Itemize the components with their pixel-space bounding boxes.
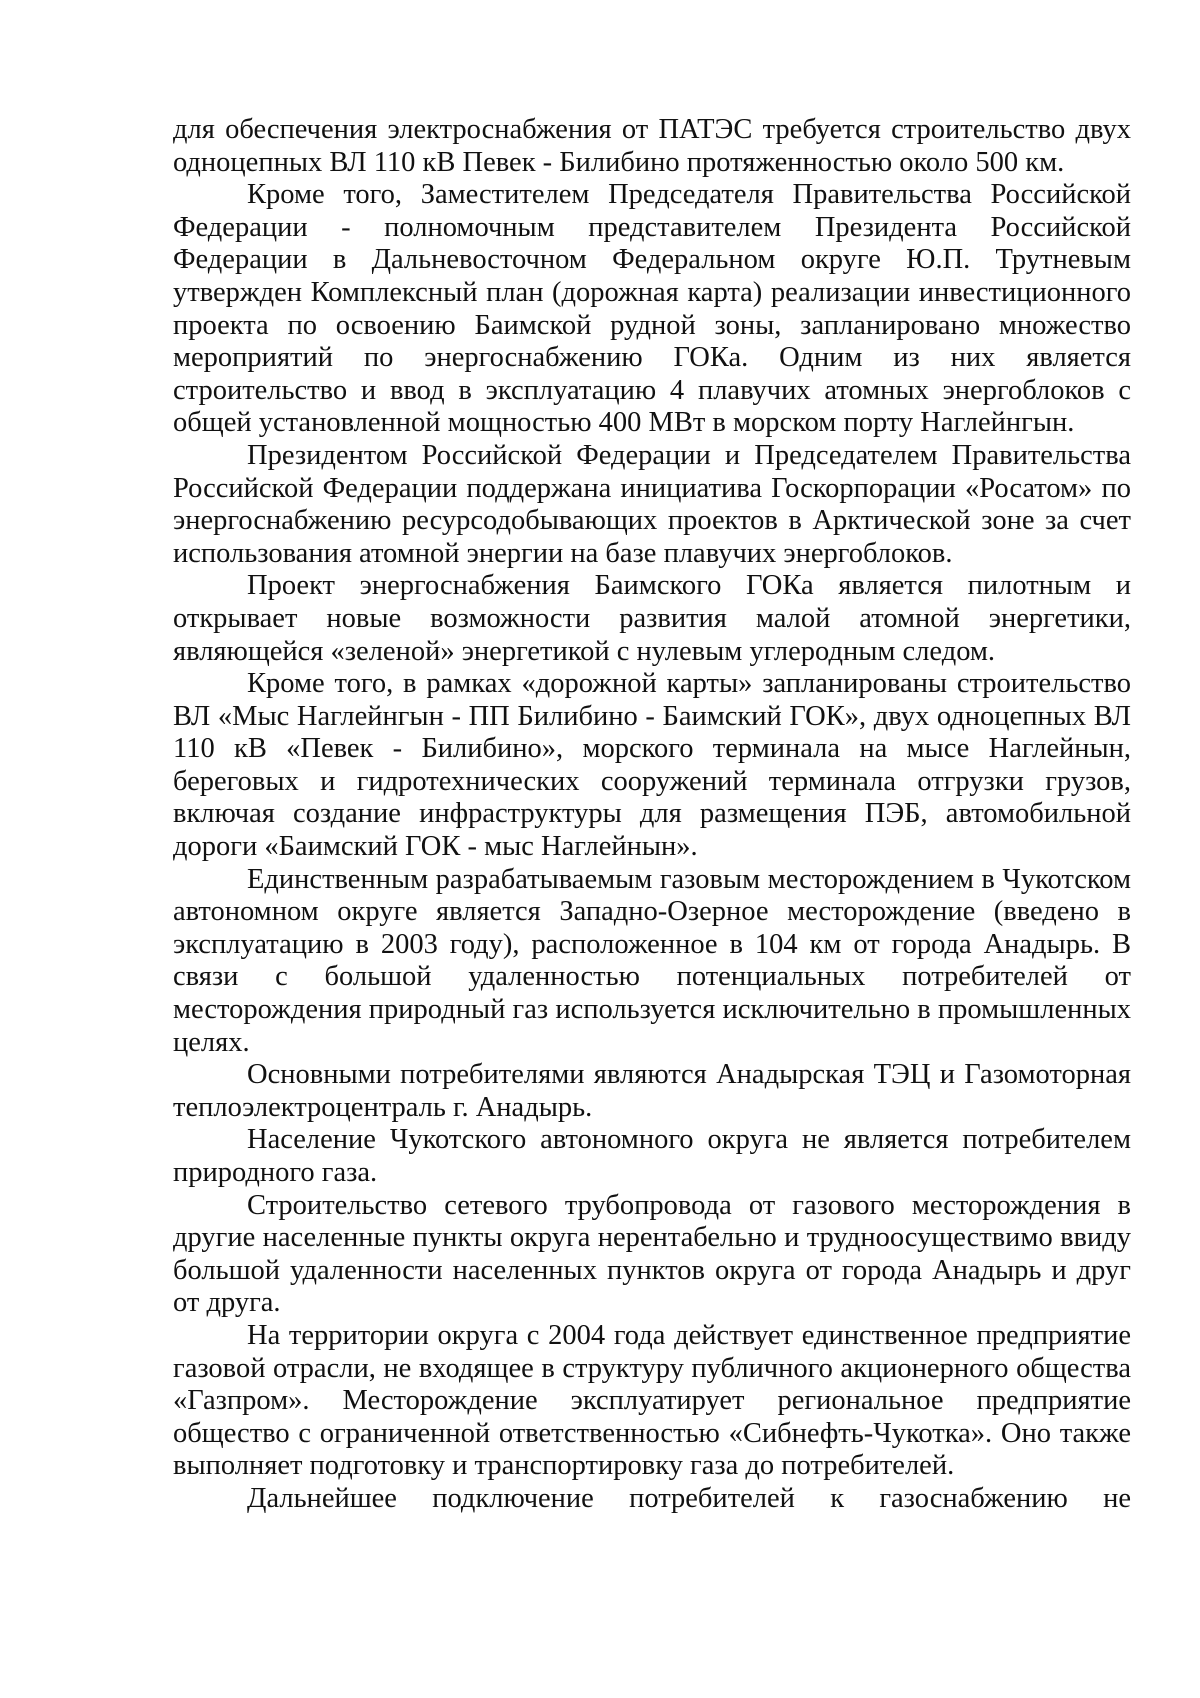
paragraph: Население Чукотского автономного округа не является потребителем природного газа. xyxy=(173,1124,1131,1188)
paragraph: На территории округа с 2004 года действует единственное предприятие газовой отрасли, не входящее в структуру публичного акционерного общества «Газпром». Месторождение эксплуатирует региональное предприятие общество с ограниченной ответственностью «Сибнефть-Чукотка». Оно также выполняет подготовку и транспортировку газа до потребителей. xyxy=(173,1319,1131,1482)
paragraph: Кроме того, в рамках «дорожной карты» запланированы строительство ВЛ «Мыс Наглейнгын - ПП Билибино - Баимский ГОК», двух одноцепных ВЛ 110 кВ «Певек - Билибино», морского терминала на мысе Наглейнын, береговых и гидротехнических сооружений терминала отгрузки грузов, включая создание инфраструктуры для размещения ПЭБ, автомобильной дороги «Баимский ГОК - мыс Наглейнын». xyxy=(173,668,1131,863)
paragraph: Единственным разрабатываемым газовым месторождением в Чукотском автономном округе является Западно-Озерное месторождение (введено в эксплуатацию в 2003 году), расположенное в 104 км от города Анадырь. В связи с большой удаленностью потенциальных потребителей от месторождения природный газ используется исключительно в промышленных целях. xyxy=(173,863,1131,1058)
paragraph: Основными потребителями являются Анадырская ТЭЦ и Газомоторная теплоэлектроцентраль г. Анадырь. xyxy=(173,1059,1131,1123)
paragraph: Президентом Российской Федерации и Председателем Правительства Российской Федерации поддержана инициатива Госкорпорации «Росатом» по энергоснабжению ресурсодобывающих проектов в Арктической зоне за счет использования атомной энергии на базе плавучих энергоблоков. xyxy=(173,439,1131,569)
paragraph-continued: Дальнейшее подключение потребителей к газоснабжению не xyxy=(247,1482,1131,1514)
paragraph: Строительство сетевого трубопровода от газового месторождения в другие населенные пункты округа нерентабельно и трудноосуществимо ввиду большой удаленности населенных пунктов округа от города Анадырь и друг от друга. xyxy=(173,1189,1131,1319)
paragraph: Проект энергоснабжения Баимского ГОКа является пилотным и открывает новые возможности развития малой атомной энергетики, являющейся «зеленой» энергетикой с нулевым углеродным следом. xyxy=(173,570,1131,667)
paragraph: Кроме того, Заместителем Председателя Правительства Российской Федерации - полномочным представителем Президента Российской Федерации в Дальневосточном Федеральном округе Ю.П. Трутневым утвержден Комплексный план (дорожная карта) реализации инвестиционного проекта по освоению Баимской рудной зоны, запланировано множество мероприятий по энергоснабжению ГОКа. Одним из них является строительство и ввод в эксплуатацию 4 плавучих атомных энергоблоков с общей установленной мощностью 400 МВт в морском порту Наглейнгын. xyxy=(173,179,1131,439)
document-page xyxy=(173,114,1131,1516)
paragraph: для обеспечения электроснабжения от ПАТЭС требуется строительство двух одноцепных ВЛ 110 кВ Певек - Билибино протяженностью около 500 км. xyxy=(173,114,1131,178)
